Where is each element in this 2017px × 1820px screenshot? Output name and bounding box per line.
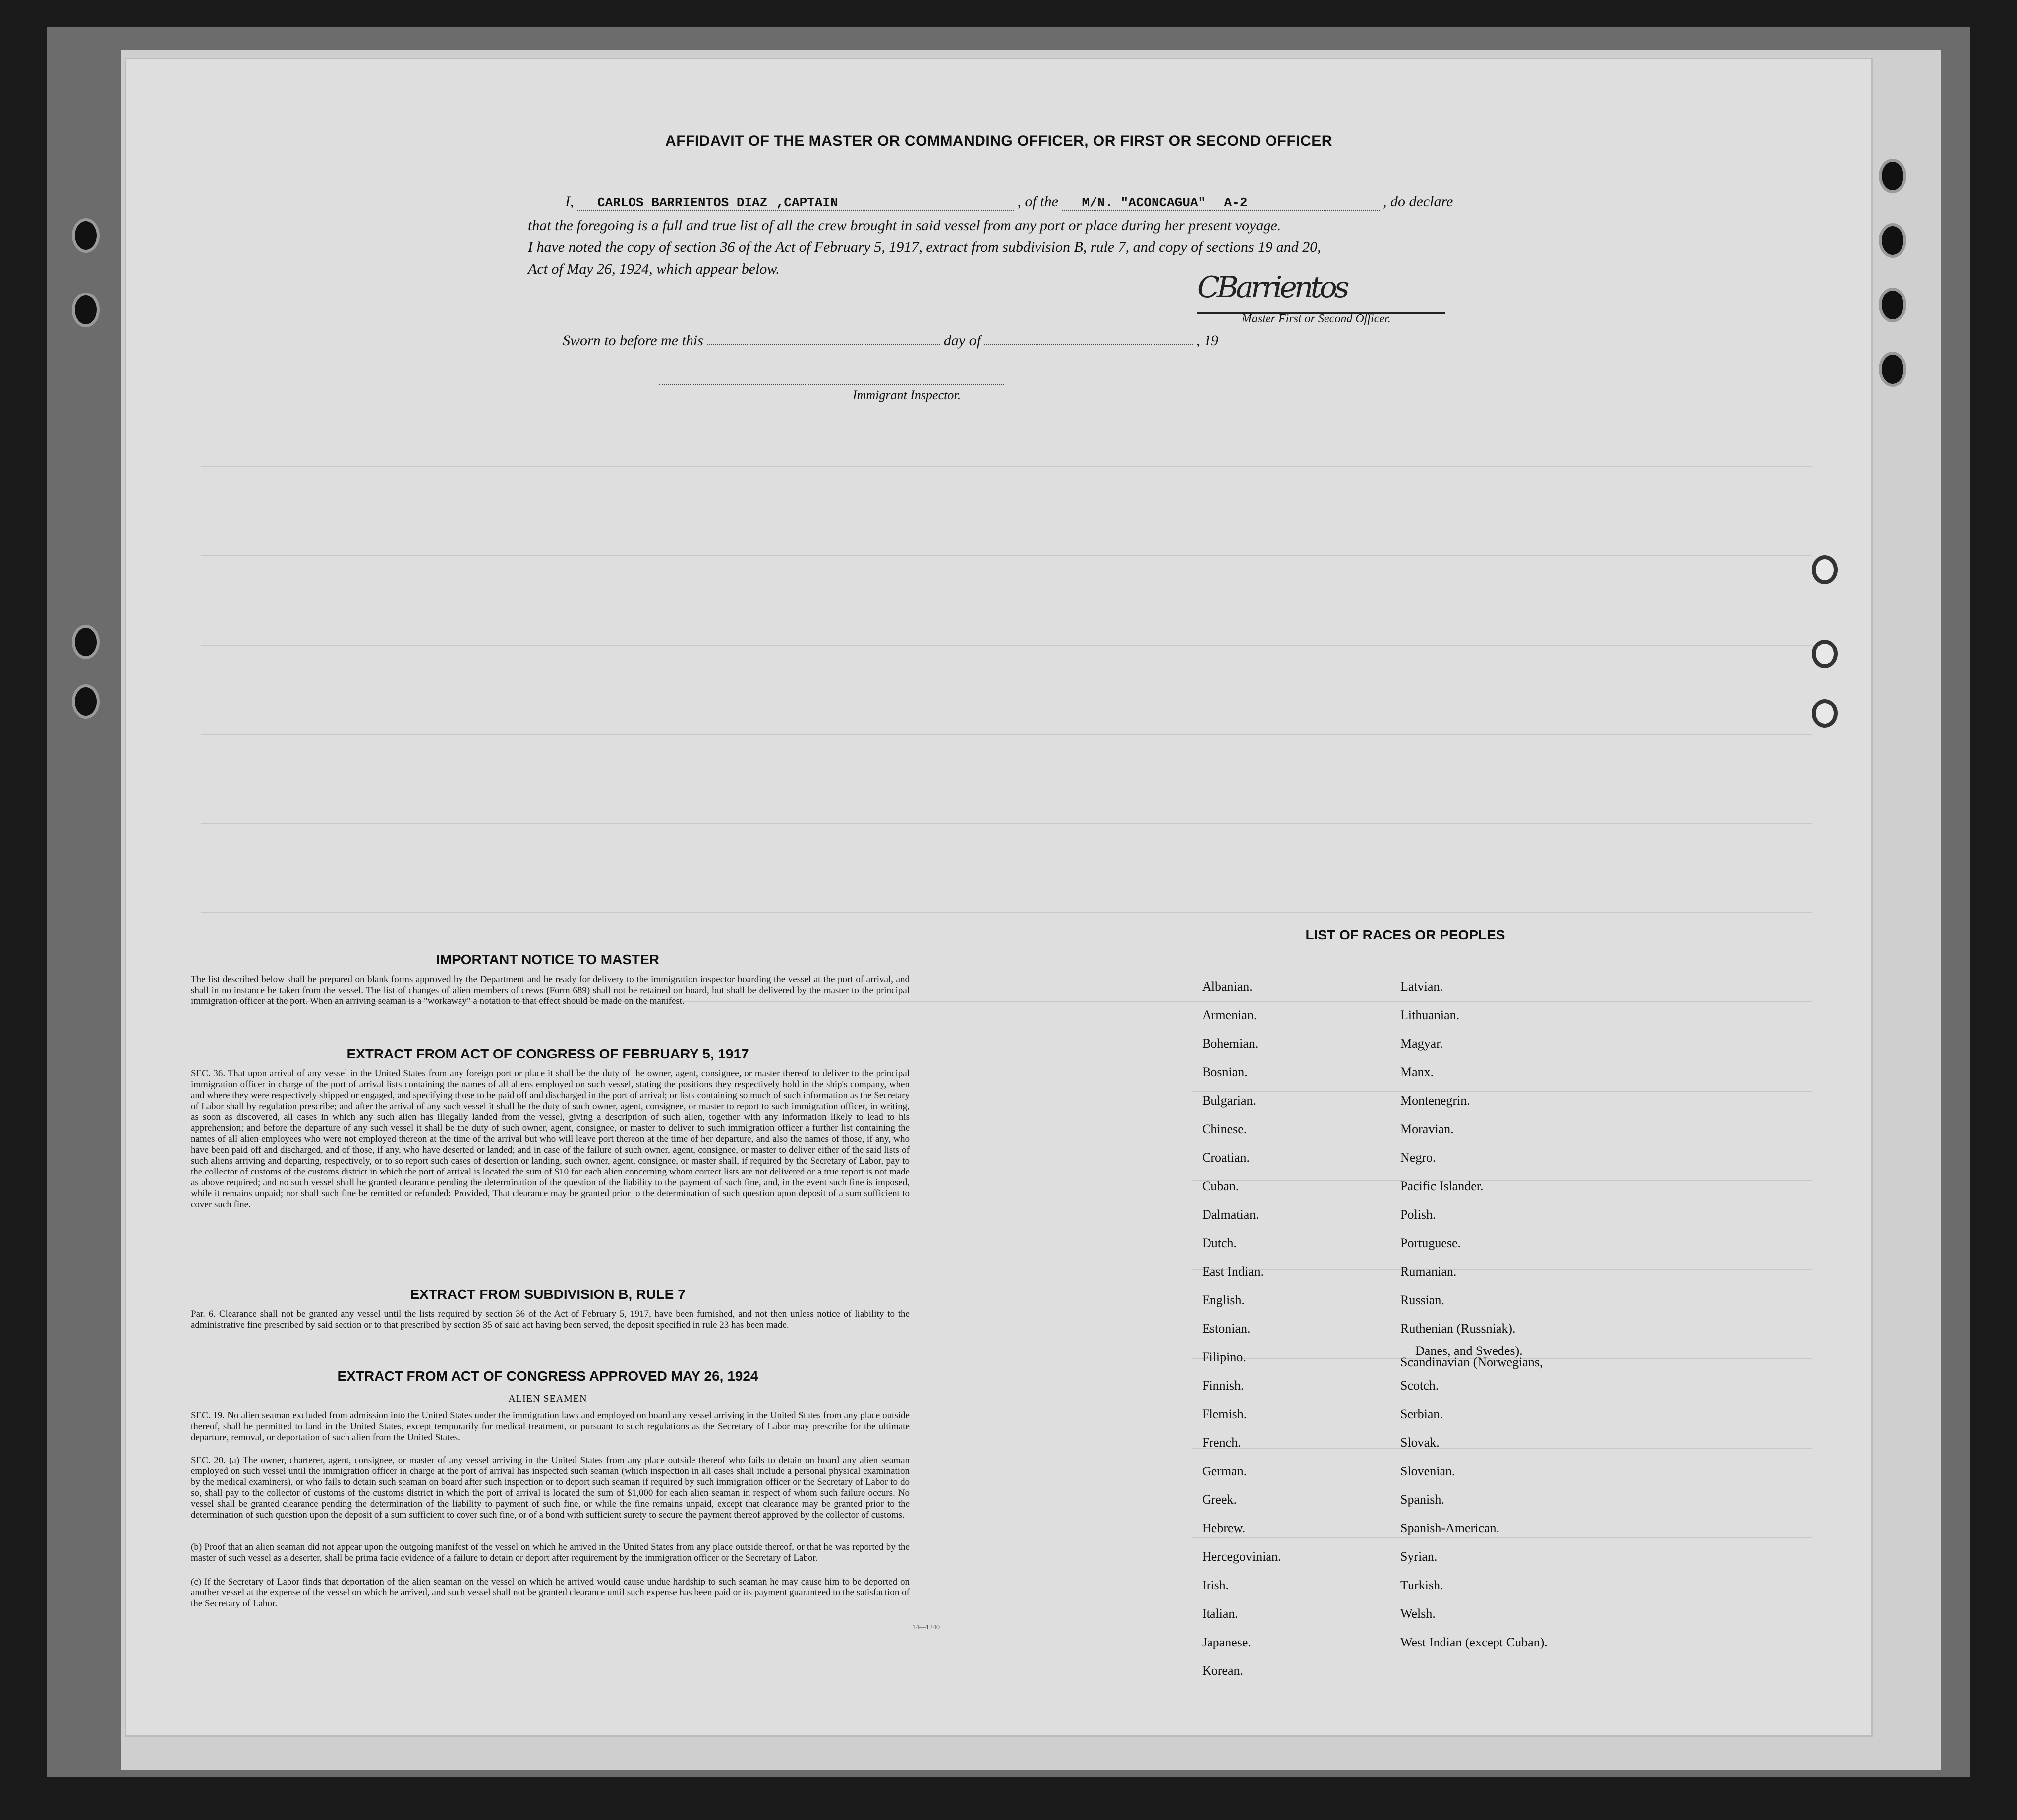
- race-item: Finnish.: [1202, 1378, 1244, 1393]
- race-item: Montenegrin.: [1400, 1093, 1470, 1108]
- punch-hole: [1812, 555, 1838, 584]
- bleed-rule: [1192, 1448, 1812, 1449]
- notice-title: IMPORTANT NOTICE TO MASTER: [436, 952, 660, 967]
- affidavit-line-4: Act of May 26, 1924, which appear below.: [528, 261, 780, 277]
- declarant-field: [577, 193, 1014, 211]
- race-item: Bohemian.: [1202, 1036, 1259, 1051]
- race-item: German.: [1202, 1464, 1247, 1478]
- race-item: Irish.: [1202, 1578, 1229, 1592]
- race-item: French.: [1202, 1435, 1241, 1450]
- race-item: Latvian.: [1400, 979, 1443, 994]
- race-item: Syrian.: [1400, 1549, 1438, 1564]
- affidavit-of-the: , of the: [1017, 193, 1058, 210]
- race-item: Chinese.: [1202, 1121, 1247, 1136]
- race-item: Serbian.: [1400, 1407, 1443, 1421]
- signature-label: Master First or Second Officer.: [1242, 312, 1391, 325]
- race-item: Dalmatian.: [1202, 1207, 1259, 1222]
- race-item: Armenian.: [1202, 1007, 1257, 1022]
- sworn-date-field: [707, 344, 940, 345]
- bleed-rule: [1192, 1180, 1812, 1181]
- race-item: Greek.: [1202, 1492, 1237, 1507]
- act-1924-sec20a: SEC. 20. (a) The owner, charterer, agent, consignee, or master of any vessel arriving in the United States from any place outside thereof who fails to detain on board any alien seaman employed on such vessel until the immigration officer in charge at the port of arrival has inspected such seaman (which inspection in all cases shall include a personal physical examination by the medical examiners), or who fails to detain such seaman on board after such inspection or to deport such seaman if required by such immigration officer or the Secretary of Labor to do so, shall pay to the collector of customs of the customs district in which the port of arrival is located the sum of $1,000 for each alien seaman in respect of whom such failure occurs. No vessel shall be granted clearance pending the determination of the liability to payment of such fine, or while the fine remains unpaid, except that clearance may be granted prior to the determination of such question upon the deposit of a sum sufficient to cover such fine, or of a bond with sufficient surety to secure the payment thereof approved by the collector of customs.: [191, 1455, 910, 1520]
- race-item: Spanish.: [1400, 1492, 1444, 1507]
- declarant-rank: ,CAPTAIN: [776, 195, 838, 210]
- affidavit-do-declare: , do declare: [1383, 193, 1453, 210]
- vessel-code: A-2: [1224, 195, 1248, 210]
- races-title: LIST OF RACES OR PEOPLES: [1305, 927, 1505, 942]
- punch-hole: [1812, 640, 1838, 668]
- race-item: Scandinavian (Norwegians,: [1400, 1354, 1543, 1369]
- form-number: 14—1240: [912, 1624, 940, 1631]
- bleed-rule: [1192, 1091, 1812, 1092]
- race-item: Welsh.: [1400, 1606, 1436, 1621]
- race-item: English.: [1202, 1292, 1245, 1307]
- rule-7-text: Par. 6. Clearance shall not be granted any vessel until the lists required by section 36 of the Act of February 5, 1917, have been furnished, and not then unless notice of liability to the administrative fine prescribed by said section or to that prescribed by section 35 of said act having been served, the deposit specified in rule 23 has been made.: [191, 1309, 910, 1330]
- race-item: Hebrew.: [1202, 1521, 1246, 1535]
- sworn-month-field: [984, 344, 1193, 345]
- punch-hole: [1879, 159, 1906, 193]
- race-item: Spanish-American.: [1400, 1521, 1500, 1535]
- act-1917-text: SEC. 36. That upon arrival of any vessel in the United States from any foreign port or place it shall be the duty of the owner, agent, consignee, or master thereof to deliver to the principal immigration officer in charge of the port of arrival lists containing the names of all aliens employed on such vessel, stating the positions they respectively hold in the ship's company, when and where they were respectively shipped or engaged, and specifying those to be paid off and discharged in the port of arrival; or lists containing so much of such information as the Secretary of Labor shall by regulation prescribe; and after the arrival of any such vessel it shall be the duty of such owner, agent, consignee, or master to report to such immigration officer, in writing, as soon as discovered, all cases in which any such alien has illegally landed from the vessel, giving a description of such alien, together with any information likely to lead to his apprehension; and before the departure of any such vessel it shall be the duty of such owner, agent, consignee, or master to deliver to such immigration officer a further list containing the names of all alien employees who were not employed thereon at the time of the arrival but who will leave port thereon at the time of her departure, and also the names of those, if any, who have been paid off and discharged, and of those, if any, who have deserted or landed; and in case of the failure of such owner, agent, consignee, or master to deliver either of the said lists of such aliens arriving and departing, respectively, or to so report such cases of desertion or landing, such owner, agent, consignee, or master shall, if required by the Secretary of Labor, pay to the collector of customs of the customs district in which the port of arrival is located the sum of $10 for each alien concerning whom correct lists are not delivered or a true report is not made as above required; and no such vessel shall be granted clearance pending the determination of the question of the liability to the payment of such fine, and, in the event such fine is imposed, while it remains unpaid; nor shall such fine be remitted or refunded: Provided, That clearance may be granted prior to the determination of such question upon deposit of a sum sufficient to cover such fine.: [191, 1068, 910, 1210]
- sworn-day: day of: [943, 332, 981, 349]
- punch-hole: [72, 218, 100, 253]
- bleed-rule: [201, 912, 1812, 913]
- punch-hole: [1879, 223, 1906, 258]
- bleed-rule: [201, 823, 1812, 824]
- act-1924-sec19: SEC. 19. No alien seaman excluded from admission into the United States under the immigration laws and employed on board any vessel arriving in the United States from any place outside thereof, shall be permitted to land in the United States, except temporarily for medical treatment, or pursuant to such regulations as the Secretary of Labor may prescribe for the ultimate departure, removal, or deportation of such alien from the United States.: [191, 1410, 910, 1443]
- race-item: Bulgarian.: [1202, 1093, 1257, 1108]
- sworn-prefix: Sworn to before me this: [563, 332, 703, 349]
- act-1924-title: EXTRACT FROM ACT OF CONGRESS APPROVED MAY 26, 1924: [337, 1368, 758, 1384]
- punch-hole: [1879, 288, 1906, 322]
- race-item: Pacific Islander.: [1400, 1178, 1484, 1193]
- vessel-field: [1062, 193, 1380, 211]
- race-item: Turkish.: [1400, 1578, 1443, 1592]
- race-item: Hercegovinian.: [1202, 1549, 1281, 1564]
- race-item: West Indian (except Cuban).: [1400, 1635, 1548, 1649]
- document-page: [126, 59, 1871, 1735]
- race-item: Croatian.: [1202, 1150, 1250, 1165]
- race-item: Albanian.: [1202, 979, 1253, 994]
- punch-hole: [1879, 352, 1906, 387]
- bleed-rule: [1192, 1537, 1812, 1538]
- sworn-line: [563, 332, 1218, 349]
- race-item: Portuguese.: [1400, 1235, 1461, 1250]
- race-item: Dutch.: [1202, 1235, 1237, 1250]
- act-1924-sec20b: (b) Proof that an alien seaman did not appear upon the outgoing manifest of the vessel on which he arrived in the United States from any place outside thereof, or that he was reported by the master of such vessel as a deserter, shall be prima facie evidence of a failure to detain or deport after requirement by the immigration officer or the Secretary of Labor.: [191, 1542, 910, 1563]
- punch-hole: [1812, 699, 1838, 728]
- rule-7-title: EXTRACT FROM SUBDIVISION B, RULE 7: [410, 1287, 686, 1302]
- race-item: Russian.: [1400, 1292, 1444, 1307]
- race-item: Slovenian.: [1400, 1464, 1455, 1478]
- vessel-name: M/N. "ACONCAGUA": [1082, 195, 1206, 210]
- inspector-signature-line: [659, 384, 1004, 385]
- race-item: Flemish.: [1202, 1407, 1247, 1421]
- affidavit-i: I,: [565, 193, 574, 210]
- race-item: Italian.: [1202, 1606, 1238, 1621]
- race-item: Rumanian.: [1400, 1264, 1457, 1279]
- race-item: Filipino.: [1202, 1350, 1246, 1364]
- race-item: Lithuanian.: [1400, 1007, 1460, 1022]
- sworn-year: , 19: [1196, 332, 1219, 349]
- race-item: East Indian.: [1202, 1264, 1264, 1279]
- bleed-rule: [201, 466, 1812, 467]
- act-1924-sec20c: (c) If the Secretary of Labor finds that deportation of the alien seaman on the vessel on which he arrived would cause undue hardship to such seaman he may cause him to be deported on another vessel at the expense of the vessel on which he arrived, and such vessel shall not be granted clearance until such expense has been paid or its payment guaranteed to the satisfaction of the Secretary of Labor.: [191, 1577, 910, 1609]
- affidavit-line-2: that the foregoing is a full and true list of all the crew brought in said vessel from any port or place during her present voyage.: [528, 217, 1281, 234]
- race-item: Ruthenian (Russniak).: [1400, 1321, 1516, 1336]
- race-item: Estonian.: [1202, 1321, 1251, 1336]
- bleed-rule: [201, 555, 1812, 556]
- punch-hole: [72, 684, 100, 719]
- race-item: Moravian.: [1400, 1121, 1454, 1136]
- bleed-rule: [1192, 1269, 1812, 1270]
- master-signature: C​Barrientos: [1197, 268, 1445, 314]
- race-item: Korean.: [1202, 1663, 1244, 1678]
- notice-text: The list described below shall be prepared on blank forms approved by the Department and be ready for delivery to the immigration inspector boarding the vessel at the port of arrival, and shall in no instance be taken from the vessel. The list of changes of alien members of crews (Form 689) shall not be retained on board, but shall be delivered by the master to the principal immigration officer at the port. When an arriving seaman is a "workaway" a notation to that effect should be made on the manifest.: [191, 974, 910, 1006]
- race-item: Scotch.: [1400, 1378, 1439, 1393]
- act-1917-title: EXTRACT FROM ACT OF CONGRESS OF FEBRUARY 5, 1917: [346, 1046, 749, 1061]
- race-item: Bosnian.: [1202, 1064, 1248, 1079]
- race-item: Japanese.: [1202, 1635, 1251, 1649]
- race-item: Polish.: [1400, 1207, 1436, 1222]
- affidavit-line-3: I have noted the copy of section 36 of the Act of February 5, 1917, extract from subdivision B, rule 7, and copy of sections 19 and 20,: [528, 239, 1321, 255]
- act-1924-subtitle: ALIEN SEAMEN: [508, 1393, 587, 1404]
- bleed-rule: [201, 734, 1812, 735]
- race-item: Slovak.: [1400, 1435, 1440, 1450]
- bleed-rule: [201, 645, 1812, 646]
- race-item: Manx.: [1400, 1064, 1434, 1079]
- affidavit-title: AFFIDAVIT OF THE MASTER OR COMMANDING OFFICER, OR FIRST OR SECOND OFFICER: [665, 133, 1332, 149]
- race-item: Negro.: [1400, 1150, 1436, 1165]
- declarant-name: CARLOS BARRIENTOS DIAZ: [597, 195, 768, 210]
- race-item: Cuban.: [1202, 1178, 1239, 1193]
- inspector-label: Immigrant Inspector.: [853, 388, 961, 402]
- race-item: Magyar.: [1400, 1036, 1443, 1051]
- race-item: Danes, and Swedes).: [1415, 1344, 1523, 1358]
- affidavit-line-1: [565, 193, 1453, 211]
- punch-hole: [72, 293, 100, 327]
- punch-hole: [72, 625, 100, 659]
